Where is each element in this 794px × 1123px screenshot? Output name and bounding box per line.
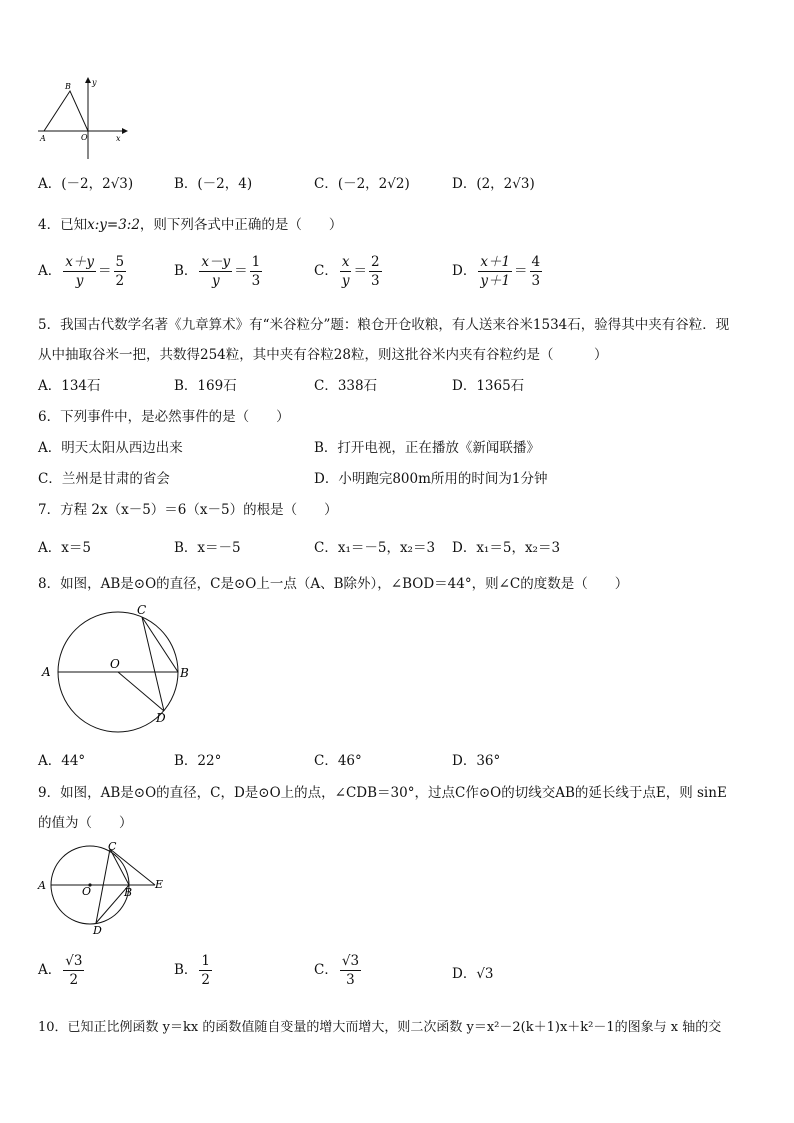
q4-d-num: x＋1 <box>480 254 511 270</box>
q8-radius-od <box>118 672 164 711</box>
q4-c-den: y <box>341 273 350 289</box>
q8-option-a: A．44° <box>38 753 86 769</box>
q9-option-a <box>38 952 86 989</box>
q9-label-o: O <box>82 885 92 898</box>
q3-option-a: A．(－2，2√3) <box>38 176 134 192</box>
q9-b-frac <box>199 952 212 989</box>
q7-option-a: A．x＝5 <box>38 540 91 556</box>
q6-option-d: D．小明跑完800m所用的时间为1分钟 <box>314 471 548 487</box>
q4-a-rnum: 5 <box>115 254 125 270</box>
q8-option-d: D．36° <box>452 753 501 769</box>
q9-a-den: 2 <box>69 972 79 988</box>
label-o: O <box>81 133 88 142</box>
q9-a-label: A． <box>38 962 62 978</box>
q4-c-num: x <box>341 254 350 270</box>
q4-option-b: B． $\frac{x-y}{y}$ ＝ $\frac{1}{3}$ <box>174 254 261 289</box>
q8-label-c: C <box>137 603 147 617</box>
triangle <box>44 91 88 131</box>
q5-line1: 5．我国古代数学名著《九章算术》有“米谷粒分”题：粮仓开仓收粮，有人送来谷米1534石，验得其中夹有谷粒．现 <box>38 317 730 333</box>
q8-label-d: D <box>156 711 166 725</box>
q4-b-den: y <box>211 273 220 289</box>
q8-option-c: C．46° <box>314 753 362 769</box>
q9-c-label: C． <box>314 962 338 978</box>
q9-chord-cb <box>110 849 129 885</box>
q4-d-rfrac <box>530 253 543 290</box>
q4-a-frac <box>63 253 96 290</box>
q9-figure <box>34 838 169 936</box>
q9-label-a: A <box>38 879 46 892</box>
q4-c-rfrac <box>369 253 382 290</box>
q9-c-den: 3 <box>346 972 355 988</box>
q4-stem-post: ，则下列各式中正确的是（ ） <box>139 217 343 233</box>
q4-option-a: A． $\frac{x+y}{y}$ ＝ $\frac{5}{2}$ <box>38 254 125 289</box>
q4-option-d: D． $\frac{x+1}{y+1}$ ＝ $\frac{4}{3}$ <box>452 254 541 289</box>
q5-option-a: A．134石 <box>38 378 101 394</box>
q9-label-e: E <box>155 878 164 891</box>
q9-option-d: D．√3 <box>452 966 494 982</box>
q4-b-rfrac <box>250 253 263 290</box>
q9-label-c: C <box>108 840 117 853</box>
label-x: x <box>116 134 121 143</box>
q3-option-d: D．(2，2√3) <box>452 176 535 192</box>
q9-b-den: 2 <box>201 972 211 988</box>
label-a: A <box>40 134 46 143</box>
q9-b-num: 1 <box>201 953 211 969</box>
q7-stem: 7．方程 2x（x－5）＝6（x－5）的根是（ ） <box>38 502 338 518</box>
q4-b-rden: 3 <box>251 273 261 289</box>
q6-option-c: C．兰州是甘肃的省会 <box>38 471 170 487</box>
q9-line1: 9．如图，AB是⊙O的直径，C，D是⊙O上的点，∠CDB＝30°，过点C作⊙O的切线交AB的延长线于点E，则 sinE <box>38 785 727 801</box>
q9-c-num: √3 <box>341 953 360 969</box>
q4-b-rnum: 1 <box>251 254 261 270</box>
q4-a-num: x＋y <box>65 254 94 270</box>
q4-stem <box>38 213 342 233</box>
q9-a-frac <box>63 952 84 989</box>
q4-d-frac <box>478 253 512 290</box>
q8-stem: 8．如图，AB是⊙O的直径，C是⊙O上一点（A、B除外），∠BOD＝44°，则∠C的度数是（ ） <box>38 576 629 592</box>
label-b: B <box>65 82 71 91</box>
q9-option-c <box>314 952 363 989</box>
q4-a-rfrac <box>114 253 127 290</box>
q4-d-rnum: 4 <box>531 254 541 270</box>
q7-option-b: B．x＝－5 <box>174 540 241 556</box>
q6-option-a: A．明天太阳从西边出来 <box>38 440 183 456</box>
q4-d-rden: 3 <box>531 273 541 289</box>
q9-line2: 的值为（ ） <box>38 815 133 831</box>
q7-option-c: C．x₁＝－5，x₂＝3 <box>314 540 436 556</box>
q8-label-b: B <box>180 666 189 680</box>
q9-label-b: B <box>124 886 133 899</box>
q9-c-frac <box>340 952 361 989</box>
q4-d-label: D． <box>452 263 477 279</box>
q4-a-rden: 2 <box>115 273 125 289</box>
q9-tangent-ce <box>110 849 155 885</box>
q4-d-den: y＋1 <box>480 273 511 289</box>
q8-label-a: A <box>42 665 51 679</box>
q6-option-b: B．打开电视，正在播放《新闻联播》 <box>314 440 540 456</box>
q4-c-rden: 3 <box>370 273 380 289</box>
q6-stem: 6．下列事件中，是必然事件的是（ ） <box>38 409 290 425</box>
q9-chord-cd <box>96 849 110 923</box>
q8-label-o: O <box>110 657 120 671</box>
y-axis-arrow <box>85 77 91 83</box>
q8-figure <box>36 600 196 735</box>
q9-option-b <box>174 952 214 989</box>
q9-label-d: D <box>93 924 102 936</box>
label-y: y <box>92 78 97 87</box>
q3-option-b: B．(－2，4) <box>174 176 253 192</box>
q4-stem-ratio: x:y=3:2 <box>87 217 140 233</box>
q7-option-d: D．x₁＝5，x₂＝3 <box>452 540 561 556</box>
q9-a-num: √3 <box>65 953 83 969</box>
q5-option-c: C．338石 <box>314 378 378 394</box>
q10-line1: 10．已知正比例函数 y＝kx 的函数值随自变量的增大而增大，则二次函数 y＝x²－2(k＋1)x＋k²－1的图象与 x 轴的交 <box>38 1020 722 1035</box>
q4-c-frac <box>340 253 352 290</box>
q5-option-d: D．1365石 <box>452 378 525 394</box>
q4-stem-pre: 4．已知 <box>38 217 88 233</box>
q4-b-num: x－y <box>201 254 231 270</box>
q4-a-den: y <box>75 273 84 289</box>
q5-line2: 从中抽取谷米一把，共数得254粒，其中夹有谷粒28粒，则这批谷米内夹有谷粒约是（ ） <box>38 347 608 363</box>
q4-b-frac <box>199 253 232 290</box>
q5-option-b: B．169石 <box>174 378 237 394</box>
q8-chord-cb <box>142 617 178 672</box>
q9-b-label: B． <box>174 962 198 978</box>
q4-option-c: C． $\frac{x}{y}$ ＝ $\frac{2}{3}$ <box>314 254 380 289</box>
q4-b-label: B． <box>174 263 198 279</box>
q4-c-rnum: 2 <box>370 254 380 270</box>
q4-a-label: A． <box>38 263 62 279</box>
q3-figure <box>34 75 129 163</box>
q8-chord-cd <box>142 617 164 711</box>
x-axis-arrow <box>122 128 128 134</box>
q3-option-c: C．(－2，2√2) <box>314 176 410 192</box>
q8-option-b: B．22° <box>174 753 222 769</box>
q4-c-label: C． <box>314 263 338 279</box>
